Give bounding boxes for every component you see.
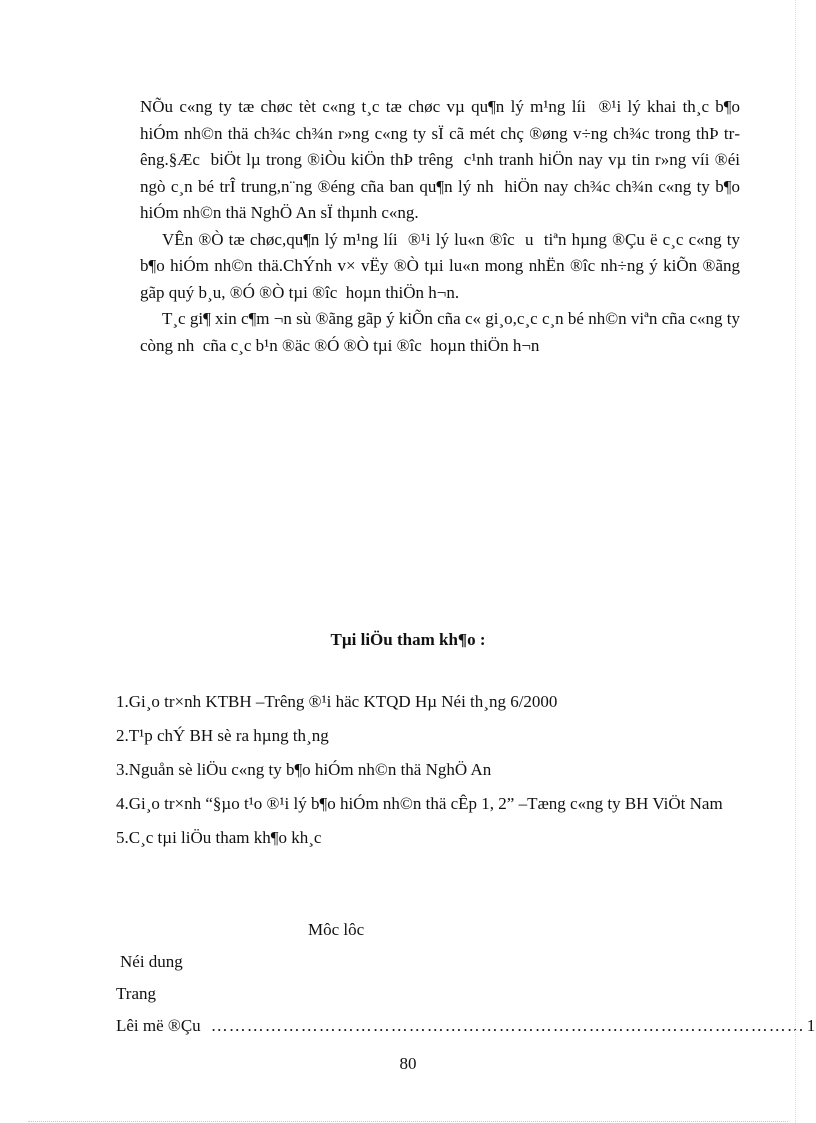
footer-divider <box>28 1121 788 1122</box>
references-heading: Tµi liÖu tham kh¶o : <box>330 630 486 649</box>
table-of-contents-heading: Môc lôc <box>308 920 365 939</box>
toc-content-column-label: Néi dung <box>120 952 183 971</box>
page-number: 80 <box>399 1054 417 1073</box>
body-text <box>140 94 745 359</box>
toc-entry-leader: ……………………………………………………………………………………… <box>210 1016 805 1035</box>
reference-item: 4.Gi¸o tr×nh “§µo t¹o ®¹i lý b¶o hiÓm nh©n thä cÊp 1, 2” –Tæng c«ng ty BH ViÖt Nam <box>116 794 723 813</box>
toc-entry-label: Lêi më ®Çu <box>116 1016 201 1035</box>
paragraph-network-management: VÊn ®Ò tæ chøc,qu¶n lý m¹ng líi ®¹i lý lu«n ®îc u tiªn hµng ®Çu ë c¸c c«ng ty b¶o hiÓm nh©n thä.ChÝnh v× vËy ®Ò tµi lu«n mong nhËn ®îc nh÷ng ý kiÕn ®ãng gãp quý b¸u, ®Ó ®Ò tµi ®îc hoµn thiÖn h¬n. <box>140 229 745 302</box>
reference-item: 5.C¸c tµi liÖu tham kh¶o kh¸c <box>116 828 322 847</box>
reference-item: 1.Gi¸o tr×nh KTBH –Trêng ®¹i häc KTQD Hµ Néi th¸ng 6/2000 <box>116 692 558 711</box>
references-list <box>116 690 736 860</box>
toc-entry-page: 1 <box>806 1016 816 1035</box>
paragraph-conclusion: NÕu c«ng ty tæ chøc tèt c«ng t¸c tæ chøc vµ qu¶n lý m¹ng líi ®¹i lý khai th¸c b¶o hiÓm nh©n thä ch¾c ch¾n r»ng c«ng ty sÏ cã mét chç ®øng v÷ng ch¾c trong thÞ trêng.§Æc biÖt lµ trong ®iÒu kiÖn thÞ trêng c¹nh tranh hiÖn nay vµ tin r»ng víi ®éi ngò c¸n bé trÎ trung,n¨ng ®éng cña ban qu¶n lý nh hiÖn nay ch¾c ch¾n c«ng ty b¶o hiÓm nh©n thä NghÖ An sÏ thµnh c«ng. <box>140 97 745 222</box>
margin-divider <box>795 0 796 1123</box>
paragraph-acknowledgement: T¸c gi¶ xin c¶m ¬n sù ®ãng gãp ý kiÕn cña c« gi¸o,c¸c c¸n bé nh©n viªn cña c«ng ty còng nh cña c¸c b¹n ®äc ®Ó ®Ò tµi ®îc hoµn thiÖn h¬n <box>140 309 745 355</box>
toc-page-column-label: Trang <box>116 984 156 1003</box>
reference-item: 2.T¹p chÝ BH sè ra hµng th¸ng <box>116 726 329 745</box>
toc-entry <box>116 1016 816 1036</box>
reference-item: 3.Nguån sè liÖu c«ng ty b¶o hiÓm nh©n thä NghÖ An <box>116 760 492 779</box>
